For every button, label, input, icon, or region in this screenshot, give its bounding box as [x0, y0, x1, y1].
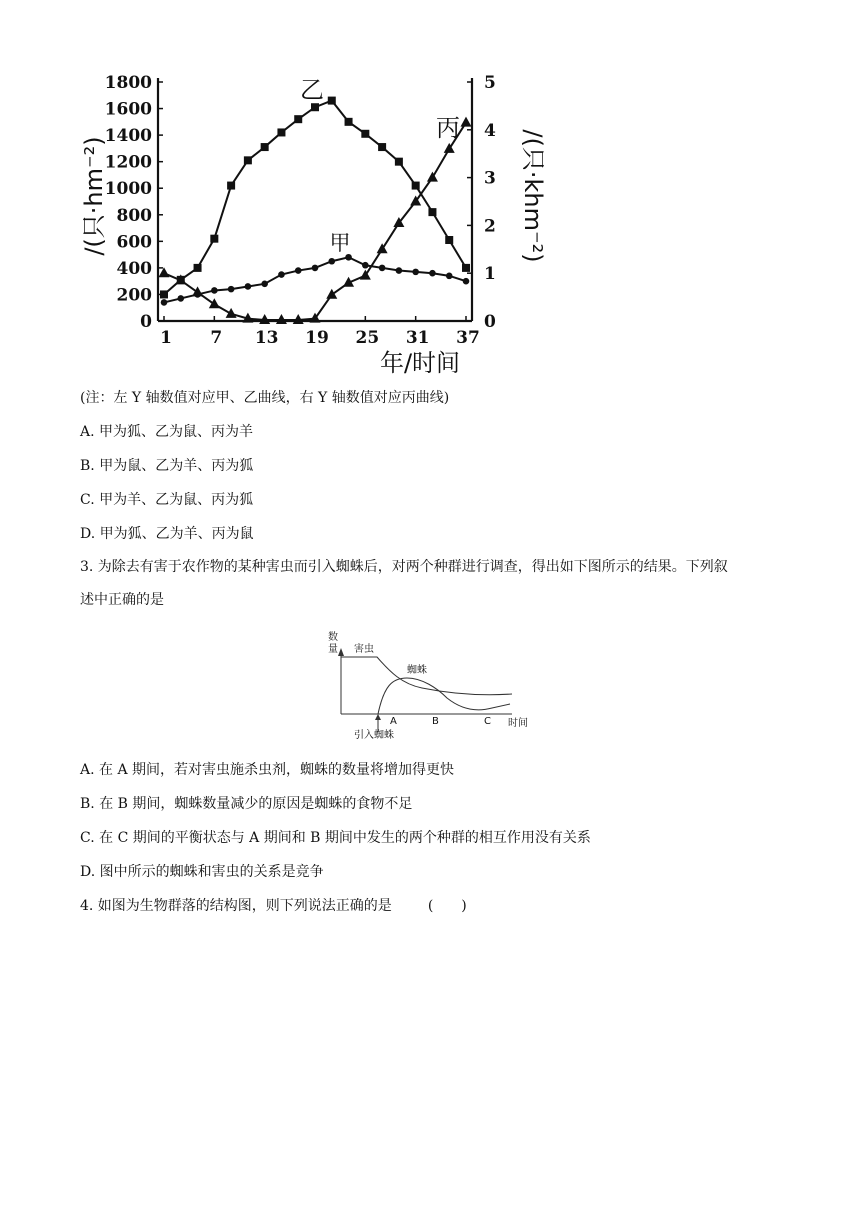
left-tick-label: 200	[116, 285, 152, 306]
left-tick-label: 1200	[104, 152, 152, 173]
population-line-chart	[70, 66, 547, 378]
series-line-1	[164, 257, 466, 302]
y-label-top: 数	[328, 632, 338, 643]
series-point-1	[396, 267, 403, 274]
period-c-label: C	[484, 716, 491, 727]
series-point-0	[395, 158, 403, 166]
series-point-1	[328, 258, 335, 265]
q3-option-b: B. 在 B 期间，蜘蛛数量减少的原因是蜘蛛的食物不足	[80, 796, 413, 812]
series-point-0	[428, 208, 436, 216]
series-label-yi: 乙	[300, 76, 324, 104]
series-point-0	[445, 236, 453, 244]
series-point-1	[362, 262, 369, 269]
q2-option-b: B. 甲为鼠、乙为羊、丙为狐	[80, 458, 254, 474]
series-point-0	[345, 118, 353, 126]
q4-answer-blank: ( )	[427, 898, 467, 914]
x-tick-label: 7	[210, 328, 223, 348]
x-tick-label: 31	[405, 328, 430, 348]
pest-label: 害虫	[354, 644, 374, 655]
y-axis-arrow	[338, 648, 344, 656]
right-tick-label: 1	[484, 264, 496, 285]
x-axis-label: 年/时间	[379, 349, 461, 377]
q3-option-d: D. 图中所示的蜘蛛和害虫的关系是竞争	[80, 864, 324, 880]
left-tick-label: 600	[116, 232, 152, 253]
x-axis-label: 时间	[508, 718, 528, 729]
period-b-label: B	[432, 716, 439, 727]
series-point-0	[328, 97, 336, 105]
introduction-arrowhead	[375, 714, 381, 720]
series-point-2	[326, 289, 337, 299]
x-tick-label: 37	[456, 328, 480, 348]
q2-option-a: A. 甲为狐、乙为鼠、丙为羊	[80, 424, 254, 440]
series-point-0	[311, 103, 319, 111]
series-point-1	[412, 269, 419, 276]
left-tick-label: 400	[116, 258, 152, 279]
q3-stem-line1: 3. 为除去有害于农作物的某种害虫而引入蜘蛛后，对两个种群进行调查，得出如下图所示的结果。下列叙	[80, 559, 728, 575]
series-point-2	[427, 172, 438, 182]
series-point-0	[462, 264, 470, 272]
q4-stem-text: 4. 如图为生物群落的结构图，则下列说法正确的是	[80, 898, 392, 914]
y-label-bottom: 量	[328, 644, 338, 655]
right-tick-label: 5	[484, 73, 496, 93]
q2-option-d: D. 甲为狐、乙为羊、丙为鼠	[80, 526, 254, 542]
series-point-2	[192, 286, 203, 296]
series-point-1	[446, 273, 453, 280]
series-point-0	[294, 115, 302, 123]
series-point-1	[379, 265, 386, 272]
series-point-1	[312, 265, 319, 272]
chart-note: (注：左 Y 轴数值对应甲、乙曲线，右 Y 轴数值对应丙曲线)	[80, 390, 450, 406]
series-point-1	[278, 271, 285, 278]
series-point-1	[429, 270, 436, 277]
q3-stem-line2: 述中正确的是	[80, 592, 164, 608]
series-point-0	[261, 143, 269, 151]
series-point-2	[461, 117, 472, 127]
series-point-0	[160, 290, 168, 298]
x-tick-label: 13	[254, 328, 279, 348]
left-tick-label: 800	[116, 205, 152, 226]
series-point-1	[211, 287, 218, 294]
series-point-2	[226, 308, 237, 318]
series-point-1	[245, 283, 252, 290]
left-tick-label: 1400	[104, 126, 152, 147]
right-tick-label: 2	[484, 216, 496, 237]
right-tick-label: 0	[484, 312, 496, 332]
series-point-1	[463, 278, 470, 285]
series-point-0	[277, 128, 285, 136]
left-tick-label: 1600	[104, 99, 152, 120]
spider-pest-chart	[322, 626, 536, 744]
left-tick-label: 1000	[104, 179, 152, 200]
q3-option-a: A. 在 A 期间，若对害虫施杀虫剂，蜘蛛的数量将增加得更快	[80, 762, 455, 778]
x-tick-label: 19	[305, 328, 329, 348]
series-point-2	[159, 267, 170, 277]
q3-option-c: C. 在 C 期间的平衡状态与 A 期间和 B 期间中发生的两个种群的相互作用没有关系	[80, 830, 591, 846]
series-point-1	[228, 286, 235, 293]
series-point-0	[194, 264, 202, 272]
series-point-2	[209, 298, 220, 308]
series-point-0	[412, 182, 420, 190]
spider-label: 蜘蛛	[407, 665, 427, 676]
series-label-bing: 丙	[436, 114, 460, 142]
series-point-1	[261, 281, 268, 288]
right-axis-label: /(只·khm⁻²)	[519, 129, 547, 263]
left-tick-label: 1800	[104, 73, 152, 93]
series-point-0	[227, 182, 235, 190]
series-point-1	[177, 295, 184, 302]
q2-option-c: C. 甲为羊、乙为鼠、丙为狐	[80, 492, 254, 508]
x-tick-label: 25	[355, 328, 380, 348]
series-point-0	[361, 130, 369, 138]
series-point-0	[378, 143, 386, 151]
series-point-1	[161, 299, 168, 306]
series-point-1	[295, 267, 302, 274]
introduction-label: 引入蜘蛛	[354, 730, 394, 741]
series-point-0	[244, 156, 252, 164]
spider-curve	[378, 678, 510, 714]
right-tick-label: 4	[484, 120, 496, 141]
right-tick-label: 3	[484, 168, 496, 189]
period-a-label: A	[390, 716, 397, 727]
x-tick-label: 1	[160, 328, 172, 348]
series-point-0	[210, 235, 218, 243]
q4-stem	[80, 896, 467, 916]
left-tick-label: 0	[140, 312, 152, 332]
series-line-2	[164, 123, 466, 320]
left-axis-label: /(只·hm⁻²)	[80, 136, 108, 256]
series-label-jia: 甲	[329, 231, 351, 255]
